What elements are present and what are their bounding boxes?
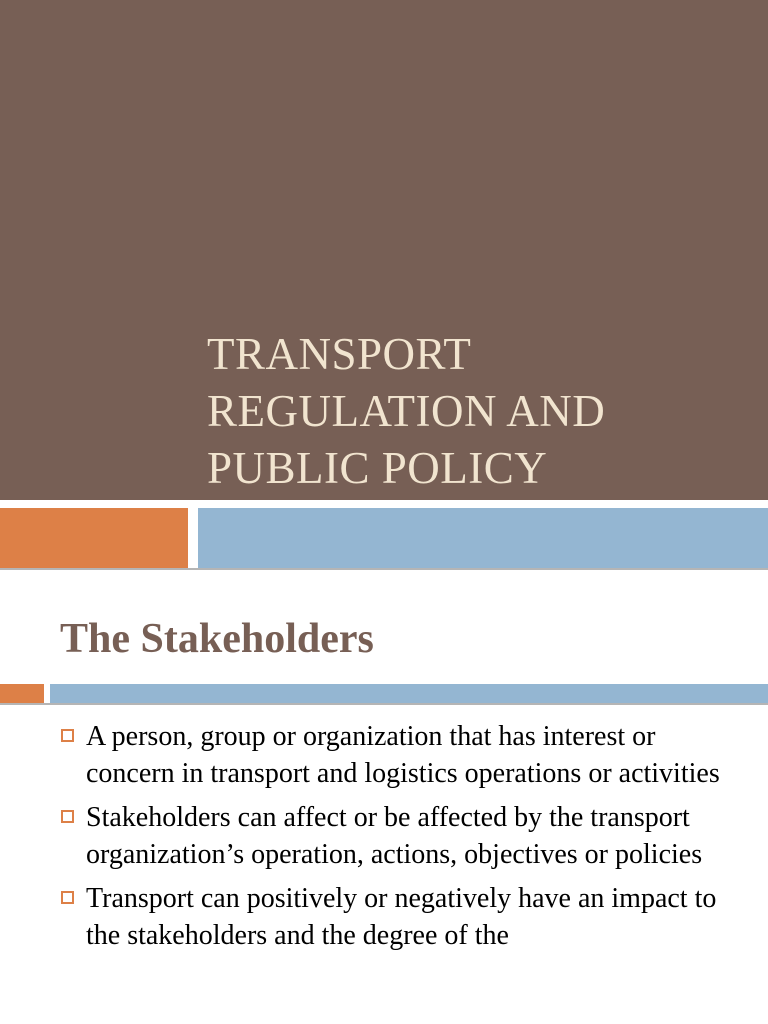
heading-accent-shadow xyxy=(0,703,768,705)
bullet-item xyxy=(0,880,768,954)
title-accent-shadow xyxy=(0,568,768,570)
title-slide xyxy=(0,0,768,500)
bullet-list xyxy=(0,718,768,961)
bullet-item xyxy=(0,718,768,792)
bullet-text: Stakeholders can affect or be affected by the transport organization’s operation, actions, objectives or policies xyxy=(86,802,703,870)
presentation-title: TRANSPORT REGULATION AND PUBLIC POLICY xyxy=(207,329,606,493)
bullet-text: Transport can positively or negatively have an impact to the stakeholders and the degree of the xyxy=(86,883,717,951)
square-bullet-icon xyxy=(61,891,74,904)
slide-heading: The Stakeholders xyxy=(60,616,374,662)
square-bullet-icon xyxy=(61,729,74,742)
bullet-item xyxy=(0,799,768,873)
title-accent-blue-band xyxy=(198,508,768,568)
title-accent-orange-band xyxy=(0,508,188,568)
heading-accent-blue-band xyxy=(50,684,768,703)
bullet-text: A person, group or organization that has interest or concern in transport and logistics operations or activities xyxy=(86,721,720,789)
heading-accent-orange-band xyxy=(0,684,44,703)
square-bullet-icon xyxy=(61,810,74,823)
